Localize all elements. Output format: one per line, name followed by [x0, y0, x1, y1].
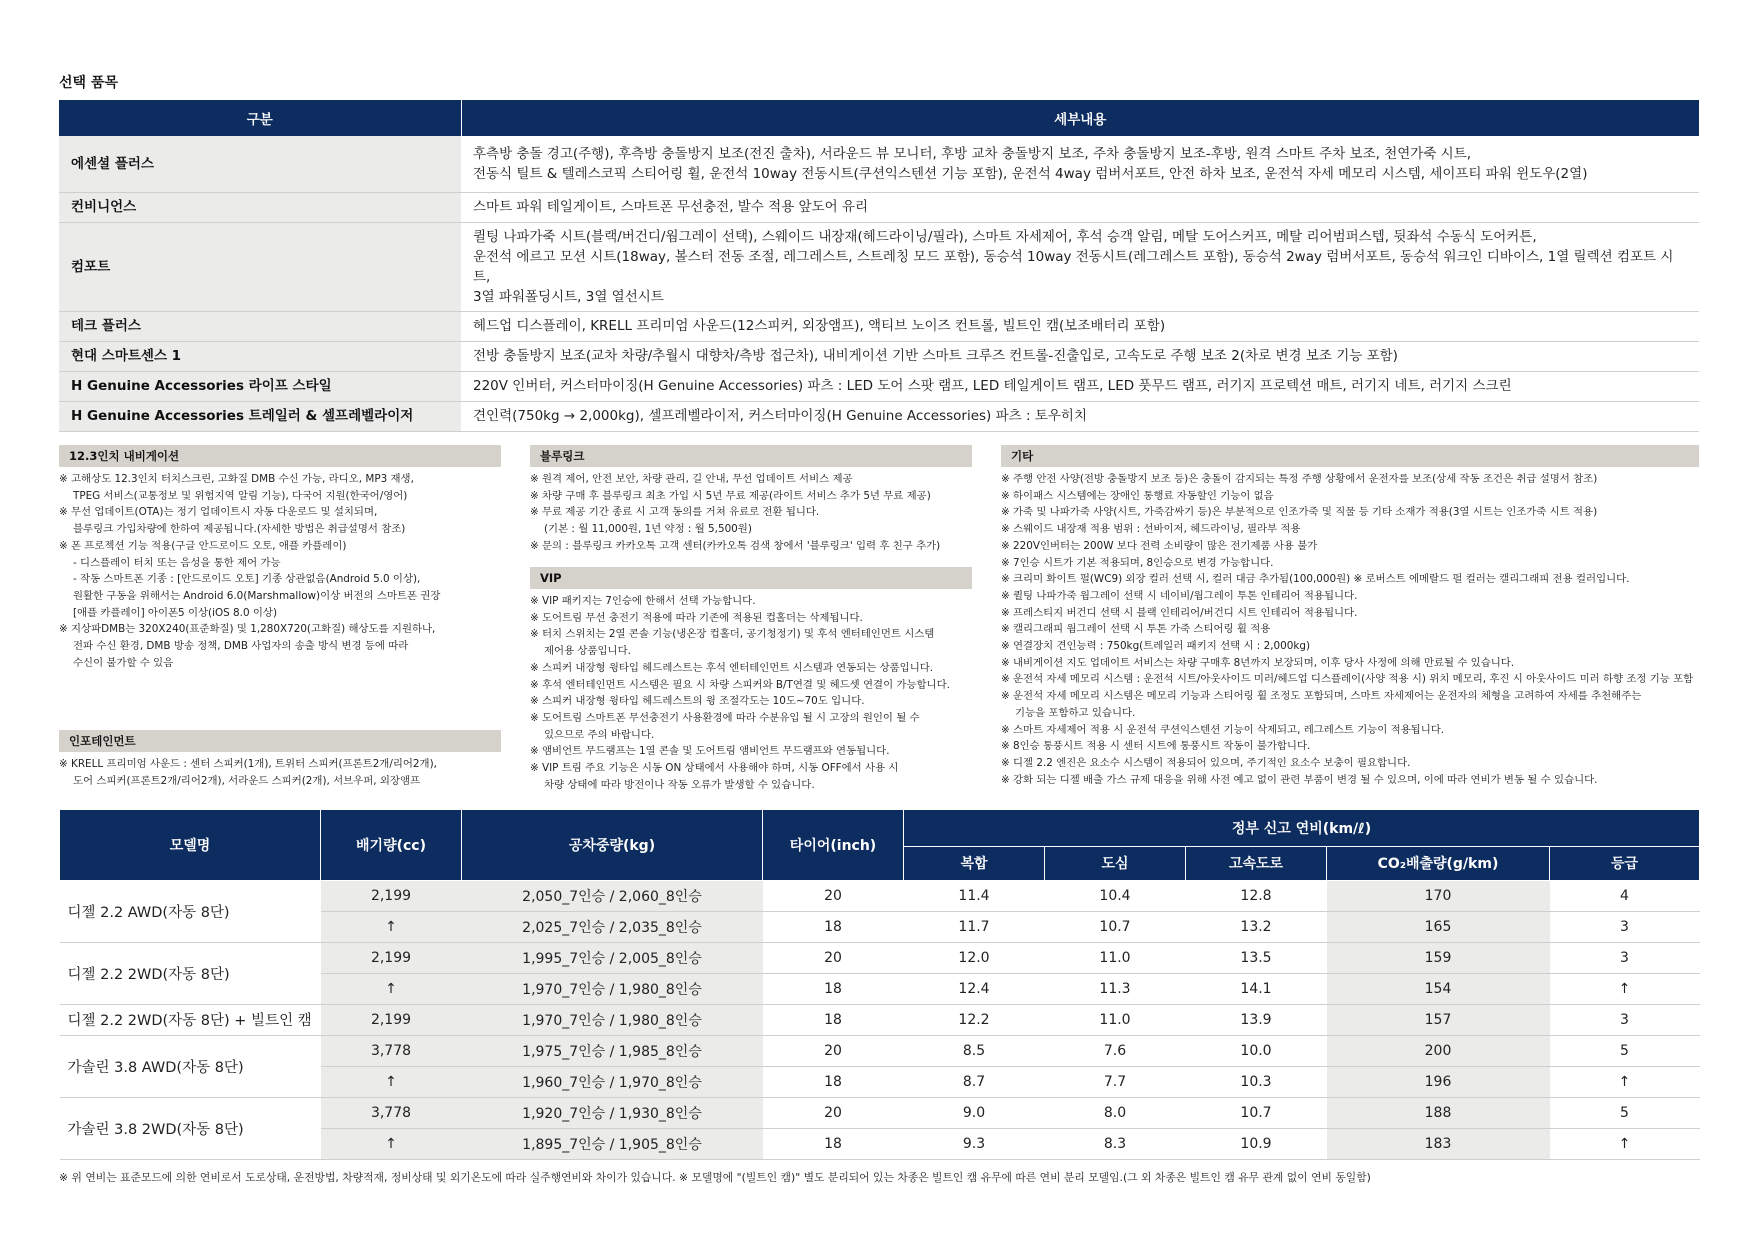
note-line: ※ 고해상도 12.3인치 터치스크린, 고화질 DMB 수신 가능, 라디오, MP3 재생, [59, 473, 414, 485]
options-detail: 220V 인버터, 커스터마이징(H Genuine Accessories) 파츠 : LED 도어 스팟 램프, LED 테일게이트 램프, LED 풋무드 램프, 러기지 프로텍션 매트, 러기지 네트, 러기지 스크린 [461, 371, 1699, 401]
city-cell: 8.0 [1045, 1097, 1186, 1128]
note-line: ※ 스웨이드 내장재 적용 범위 : 선바이저, 헤드라이닝, 필라부 적용 [1001, 523, 1301, 536]
displacement-cell: ↑ [321, 1128, 462, 1159]
header-city: 도심 [1045, 846, 1186, 880]
tire-cell: 18 [763, 1128, 904, 1159]
combined-cell: 8.7 [904, 1066, 1045, 1097]
grade-cell: 4 [1550, 880, 1700, 911]
options-detail: 헤드업 디스플레이, KRELL 프리미엄 사운드(12스피커, 외장앰프), 액티브 노이즈 컨트롤, 빌트인 캠(보조배터리 포함) [461, 311, 1699, 341]
tire-cell: 18 [763, 911, 904, 942]
co2-cell: 165 [1327, 911, 1550, 942]
options-row-convenience [59, 192, 1699, 222]
highway-cell: 13.5 [1186, 942, 1327, 973]
options-row-essential-plus [59, 136, 1699, 192]
bluelink-notes [530, 467, 972, 555]
grade-cell: ↑ [1550, 1128, 1700, 1159]
note-line: ※ 무료 제공 기간 종료 시 고객 동의를 거쳐 유료로 전환 됩니다. [530, 506, 820, 519]
note-line: ※ 운전석 자세 메모리 시스템은 메모리 기능과 스티어링 휠 조정도 포함되며, 스마트 자세제어는 운전자의 체형을 고려하여 자세를 추천해주는 [1001, 690, 1642, 703]
displacement-cell: ↑ [321, 911, 462, 942]
highway-cell: 13.2 [1186, 911, 1327, 942]
note-line: ※ 7인승 시트가 기본 적용되며, 8인승으로 변경 가능합니다. [1001, 556, 1274, 569]
note-line: ※ 무선 업데이트(OTA)는 정기 업데이트시 자동 다운로드 및 설치되며, [59, 506, 378, 519]
displacement-cell: 3,778 [321, 1035, 462, 1066]
note-line: ※ 강화 되는 디젤 배출 가스 규제 대응을 위해 사전 예고 없이 관련 부품이 변경 될 수 있으며, 이에 따라 연비가 변동 될 수 있습니다. [1001, 773, 1598, 786]
header-displacement: 배기량(cc) [321, 810, 462, 880]
note-line: ※ 폰 프로젝션 기능 적용(구글 안드로이드 오토, 애플 카플레이) [59, 539, 347, 552]
note-line: ※ 후석 엔터테인먼트 시스템은 필요 시 차량 스피커와 B/T연결 및 헤드셋 연결이 가능합니다. [530, 678, 950, 691]
displacement-cell: 3,778 [321, 1097, 462, 1128]
grade-cell: 3 [1550, 911, 1700, 942]
options-header-detail: 세부내용 [461, 100, 1699, 136]
note-line: ※ 스마트 자세제어 적용 시 운전석 쿠션익스텐션 기능이 삭제되고, 레그레스트 기능이 적용됩니다. [1001, 723, 1445, 736]
bluelink-notes-title: 블루링크 [530, 445, 972, 467]
options-category: 에센셜 플러스 [59, 136, 461, 192]
note-line: ※ 내비게이션 지도 업데이트 서비스는 차량 구매후 8년까지 보장되며, 이후 당사 사정에 의해 만료될 수 있습니다. [1001, 656, 1515, 669]
curb-weight-cell: 2,025_7인승 / 2,035_8인승 [462, 911, 763, 942]
navigation-notes-title: 12.3인치 내비게이션 [59, 445, 501, 467]
note-line: 원활한 구동을 위해서는 Android 6.0(Marshmallow)이상 버전의 스마트폰 권장 [73, 589, 441, 602]
note-line: ※ 프레스티지 버건디 선택 시 블랙 인테리어/버건디 시트 인테리어 적용됩니다. [1001, 606, 1358, 619]
combined-cell: 11.7 [904, 911, 1045, 942]
tire-cell: 18 [763, 1004, 904, 1035]
note-line: ※ 도어트림 스마트폰 무선충전기 사용환경에 따라 수분유입 될 시 고장의 원인이 될 수 [530, 711, 920, 724]
note-line: 수신이 불가할 수 있음 [73, 656, 174, 669]
highway-cell: 10.7 [1186, 1097, 1327, 1128]
city-cell: 10.7 [1045, 911, 1186, 942]
note-line: 블루링크 가입차량에 한하여 제공됩니다.(자세한 방법은 취급설명서 참조) [73, 523, 406, 536]
options-detail: 견인력(750kg → 2,000kg), 셀프레벨라이저, 커스터마이징(H Genuine Accessories) 파츠 : 토우히치 [461, 401, 1699, 431]
spec-row [60, 942, 1700, 973]
co2-cell: 159 [1327, 942, 1550, 973]
co2-cell: 154 [1327, 973, 1550, 1004]
note-line: 기능을 포함하고 있습니다. [1015, 706, 1136, 719]
note-line: ※ 캘리그래피 웜그레이 선택 시 투톤 가죽 스티어링 휠 적용 [1001, 623, 1271, 636]
note-line: ※ 원격 제어, 안전 보안, 차량 관리, 길 안내, 무선 업데이트 서비스 제공 [530, 473, 853, 485]
infotainment-notes [59, 752, 437, 789]
note-line: ※ 터치 스위치는 2열 콘솔 기능(냉온장 컵홀더, 공기청정기) 및 후석 엔터테인먼트 시스템 [530, 628, 935, 641]
co2-cell: 183 [1327, 1128, 1550, 1159]
spec-row [60, 880, 1700, 911]
note-line: TPEG 서비스(교통정보 및 위험지역 알림 기능), 다국어 지원(한국어/영어) [73, 489, 408, 502]
note-line: 전파 수신 환경, DMB 방송 정책, DMB 사업자의 송출 방식 변경 등에 따라 [73, 640, 409, 653]
note-line: 있으므로 주의 바랍니다. [544, 728, 655, 741]
options-header-row [59, 100, 1699, 136]
note-line: ※ 8인승 통풍시트 적용 시 센터 시트에 통풍시트 작동이 불가합니다. [1001, 740, 1311, 753]
note-line: 도어 스피커(프론트2개/리어2개), 서라운드 스피커(2개), 서브우퍼, 외장앰프 [73, 774, 421, 787]
etc-notes-title: 기타 [1001, 445, 1699, 467]
city-cell: 10.4 [1045, 880, 1186, 911]
infotainment-notes-title: 인포테인먼트 [59, 730, 501, 752]
options-category: 현대 스마트센스 1 [59, 341, 461, 371]
spec-header-row [60, 810, 1700, 846]
combined-cell: 8.5 [904, 1035, 1045, 1066]
navigation-notes [59, 467, 501, 671]
grade-cell: 5 [1550, 1097, 1700, 1128]
options-category: 컨비니언스 [59, 192, 461, 222]
options-category: H Genuine Accessories 트레일러 & 셀프레벨라이저 [59, 401, 461, 431]
note-line: - 작동 스마트폰 기종 : [안드로이드 오토] 기종 상관없음(Android 5.0 이상), [73, 573, 421, 586]
highway-cell: 12.8 [1186, 880, 1327, 911]
combined-cell: 12.2 [904, 1004, 1045, 1035]
note-line: [애플 카플레이] 아이폰5 이상(iOS 8.0 이상) [73, 606, 278, 619]
etc-notes [1001, 467, 1699, 788]
tire-cell: 20 [763, 880, 904, 911]
header-model: 모델명 [60, 810, 321, 880]
header-co2: CO₂배출량(g/km) [1327, 846, 1550, 880]
spec-row [60, 1097, 1700, 1128]
options-row-tech-plus [59, 311, 1699, 341]
note-line: (기본 : 월 11,000원, 1년 약정 : 월 5,500원) [544, 523, 752, 536]
co2-cell: 188 [1327, 1097, 1550, 1128]
highway-cell: 14.1 [1186, 973, 1327, 1004]
note-line: ※ 도어트림 무선 충전기 적용에 따라 기존에 적용된 컵홀더는 삭제됩니다. [530, 611, 863, 624]
header-highway: 고속도로 [1186, 846, 1327, 880]
co2-cell: 170 [1327, 880, 1550, 911]
notes-column-left [59, 445, 501, 787]
notes-column-right [1001, 445, 1699, 788]
note-line: 차량 상태에 따라 방전이나 작동 오류가 발생할 수 있습니다. [544, 778, 815, 791]
tire-cell: 18 [763, 1066, 904, 1097]
note-line: - 디스플레이 터치 또는 음성을 통한 제어 가능 [73, 556, 281, 569]
options-detail: 퀼팅 나파가죽 시트(블랙/버건디/웜그레이 선택), 스웨이드 내장재(헤드라이닝/필라), 스마트 자세제어, 후석 승객 알림, 메탈 도어스커프, 메탈 리어범퍼스텝, 뒷좌석 수동식 도어커튼, 운전석 에르고 모션 시트(18way, 볼스터 전동 조절, 레그레스트, 스트레칭 모드 포함), 동승석 10way 전동시트(레그레스트 포함), 동승석 2way 럼버서포트, 동승석 워크인 디바이스, 1열 릴렉션 컴포트 시트, 3열 파워폴딩시트, 3열 열선시트 [461, 222, 1699, 311]
spec-table [59, 810, 1700, 1160]
displacement-cell: ↑ [321, 973, 462, 1004]
options-row-comfort [59, 222, 1699, 311]
options-detail: 전방 충돌방지 보조(교차 차량/추월시 대향차/측방 접근차), 내비게이션 기반 스마트 크루즈 컨트롤-진출입로, 고속도로 주행 보조 2(차로 변경 보조 기능 포함) [461, 341, 1699, 371]
grade-cell: 3 [1550, 942, 1700, 973]
spec-row [60, 1004, 1700, 1035]
curb-weight-cell: 1,920_7인승 / 1,930_8인승 [462, 1097, 763, 1128]
model-name-cell: 가솔린 3.8 2WD(자동 8단) [60, 1097, 321, 1159]
header-grade: 등급 [1550, 846, 1700, 880]
options-detail: 후측방 충돌 경고(주행), 후측방 충돌방지 보조(전진 출차), 서라운드 뷰 모니터, 후방 교차 충돌방지 보조, 주차 충돌방지 보조-후방, 원격 스마트 주차 보조, 천연가죽 시트, 전동식 틸트 & 텔레스코픽 스티어링 휠, 운전석 10way 전동시트(쿠션익스텐션 기능 포함), 운전석 4way 럼버서포트, 안전 하차 보조, 운전석 자세 메모리 시스템, 세이프티 파워 윈도우(2열) [461, 136, 1699, 192]
note-line: ※ 하이패스 시스템에는 장애인 통행료 자동할인 기능이 없음 [1001, 489, 1274, 502]
tire-cell: 20 [763, 1035, 904, 1066]
note-line: ※ 220V인버터는 200W 보다 전력 소비량이 많은 전기제품 사용 불가 [1001, 539, 1318, 552]
options-category: 테크 플러스 [59, 311, 461, 341]
header-tire: 타이어(inch) [763, 810, 904, 880]
highway-cell: 13.9 [1186, 1004, 1327, 1035]
model-name-cell: 디젤 2.2 AWD(자동 8단) [60, 880, 321, 942]
note-line: ※ 차량 구매 후 블루링크 최초 가입 시 5년 무료 제공(라이트 서비스 추가 5년 무료 제공) [530, 489, 931, 502]
note-line: ※ 앰비언트 무드램프는 1열 콘솔 및 도어트림 앰비언트 무드램프와 연동됩니다. [530, 745, 890, 758]
vip-notes [530, 589, 950, 793]
curb-weight-cell: 1,895_7인승 / 1,905_8인승 [462, 1128, 763, 1159]
vip-notes-title: VIP [530, 567, 972, 589]
options-table [59, 100, 1699, 432]
model-name-cell: 디젤 2.2 2WD(자동 8단) [60, 942, 321, 1004]
model-name-cell: 디젤 2.2 2WD(자동 8단) + 빌트인 캠 [60, 1004, 321, 1035]
footnote: ※ 위 연비는 표준모드에 의한 연비로서 도로상태, 운전방법, 차량적재, 정비상태 및 외기온도에 따라 실주행연비와 차이가 있습니다. ※ 모델명에 "(빌트인 캠)" 별도 분리되어 있는 차종은 빌트인 캠 유무에 따른 연비 분리 모델임.(그 외 차종은 빌트인 캠 유무 관계 없이 연비 동일함) [59, 1171, 1371, 1184]
note-line: ※ VIP 트림 주요 기능은 시동 ON 상태에서 사용해야 하며, 시동 OFF에서 사용 시 [530, 762, 899, 775]
city-cell: 11.0 [1045, 1004, 1186, 1035]
options-category: H Genuine Accessories 라이프 스타일 [59, 371, 461, 401]
note-line: ※ 크리미 화이트 펄(WC9) 외장 컬러 선택 시, 컬러 대금 추가됨(100,000원) ※ 로버스트 에메랄드 펄 컬러는 캘리그래피 전용 컬러입니다. [1001, 573, 1630, 586]
city-cell: 11.0 [1045, 942, 1186, 973]
combined-cell: 9.0 [904, 1097, 1045, 1128]
co2-cell: 196 [1327, 1066, 1550, 1097]
spec-table-body [60, 880, 1700, 1159]
note-line: 제어용 상품입니다. [544, 645, 631, 658]
displacement-cell: 2,199 [321, 1004, 462, 1035]
grade-cell: 3 [1550, 1004, 1700, 1035]
combined-cell: 12.4 [904, 973, 1045, 1004]
note-line: ※ 운전석 자세 메모리 시스템 : 운전석 시트/아웃사이드 미러/헤드업 디스플레이(사양 적용 시) 위치 메모리, 후진 시 아웃사이드 미러 하향 조정 기능 포함 [1001, 673, 1694, 686]
header-combined: 복합 [904, 846, 1045, 880]
curb-weight-cell: 1,970_7인승 / 1,980_8인승 [462, 973, 763, 1004]
curb-weight-cell: 1,975_7인승 / 1,985_8인승 [462, 1035, 763, 1066]
note-line: ※ 연결장치 견인능력 : 750kg(트레일러 패키지 선택 시 : 2,000kg) [1001, 640, 1311, 653]
tire-cell: 18 [763, 973, 904, 1004]
note-line: ※ 지상파DMB는 320X240(표준화질) 및 1,280X720(고화질) 해상도를 지원하나, [59, 623, 436, 636]
options-row-smartsense [59, 341, 1699, 371]
options-detail: 스마트 파워 테일게이트, 스마트폰 무선충전, 발수 적용 앞도어 유리 [461, 192, 1699, 222]
note-line: ※ 스피커 내장형 윙타입 헤드레스트는 후석 엔터테인먼트 시스템과 연동되는 상품입니다. [530, 661, 934, 674]
combined-cell: 11.4 [904, 880, 1045, 911]
options-row-trailer [59, 401, 1699, 431]
spec-row [60, 1035, 1700, 1066]
options-row-lifestyle [59, 371, 1699, 401]
header-curb-weight: 공차중량(kg) [462, 810, 763, 880]
displacement-cell: 2,199 [321, 880, 462, 911]
curb-weight-cell: 1,995_7인승 / 2,005_8인승 [462, 942, 763, 973]
options-category: 컴포트 [59, 222, 461, 311]
options-header-category: 구분 [59, 100, 461, 136]
co2-cell: 200 [1327, 1035, 1550, 1066]
co2-cell: 157 [1327, 1004, 1550, 1035]
curb-weight-cell: 2,050_7인승 / 2,060_8인승 [462, 880, 763, 911]
city-cell: 7.6 [1045, 1035, 1186, 1066]
curb-weight-cell: 1,970_7인승 / 1,980_8인승 [462, 1004, 763, 1035]
grade-cell: 5 [1550, 1035, 1700, 1066]
city-cell: 8.3 [1045, 1128, 1186, 1159]
section-title: 선택 품목 [59, 75, 118, 91]
combined-cell: 12.0 [904, 942, 1045, 973]
combined-cell: 9.3 [904, 1128, 1045, 1159]
note-line: ※ 스피커 내장형 윙타입 헤드레스트의 윙 조절각도는 10도~70도 입니다. [530, 695, 865, 708]
city-cell: 11.3 [1045, 973, 1186, 1004]
note-line: ※ VIP 패키지는 7인승에 한해서 선택 가능합니다. [530, 595, 756, 607]
tire-cell: 20 [763, 1097, 904, 1128]
grade-cell: ↑ [1550, 1066, 1700, 1097]
displacement-cell: 2,199 [321, 942, 462, 973]
tire-cell: 20 [763, 942, 904, 973]
curb-weight-cell: 1,960_7인승 / 1,970_8인승 [462, 1066, 763, 1097]
model-name-cell: 가솔린 3.8 AWD(자동 8단) [60, 1035, 321, 1097]
notes-column-middle [530, 445, 972, 791]
city-cell: 7.7 [1045, 1066, 1186, 1097]
grade-cell: ↑ [1550, 973, 1700, 1004]
note-line: ※ 퀼팅 나파가죽 웜그레이 선택 시 네이비/웜그레이 투톤 인테리어 적용됩니다. [1001, 589, 1358, 602]
header-fuel-economy: 정부 신고 연비(km/ℓ) [904, 810, 1700, 846]
note-line: ※ 가죽 및 나파가죽 사양(시트, 가죽감싸기 등)은 부분적으로 인조가죽 및 직물 등 기타 소재가 적용(3열 시트는 인조가죽 시트 적용) [1001, 506, 1598, 519]
highway-cell: 10.3 [1186, 1066, 1327, 1097]
highway-cell: 10.9 [1186, 1128, 1327, 1159]
note-line: ※ 문의 : 블루링크 카카오톡 고객 센터(카카오톡 검색 창에서 '블루링크' 입력 후 친구 추가) [530, 539, 941, 552]
note-line: ※ 디젤 2.2 엔진은 요소수 시스템이 적용되어 있으며, 주기적인 요소수 보충이 필요합니다. [1001, 756, 1411, 769]
highway-cell: 10.0 [1186, 1035, 1327, 1066]
note-line: ※ KRELL 프리미엄 사운드 : 센터 스피커(1개), 트위터 스피커(프론트2개/리어2개), [59, 758, 437, 770]
displacement-cell: ↑ [321, 1066, 462, 1097]
note-line: ※ 주행 안전 사양(전방 충돌방지 보조 등)은 충돌이 감지되는 특정 주행 상황에서 운전자를 보조(상세 작동 조건은 취급 설명서 참조) [1001, 473, 1598, 485]
notes-section [59, 445, 1699, 795]
